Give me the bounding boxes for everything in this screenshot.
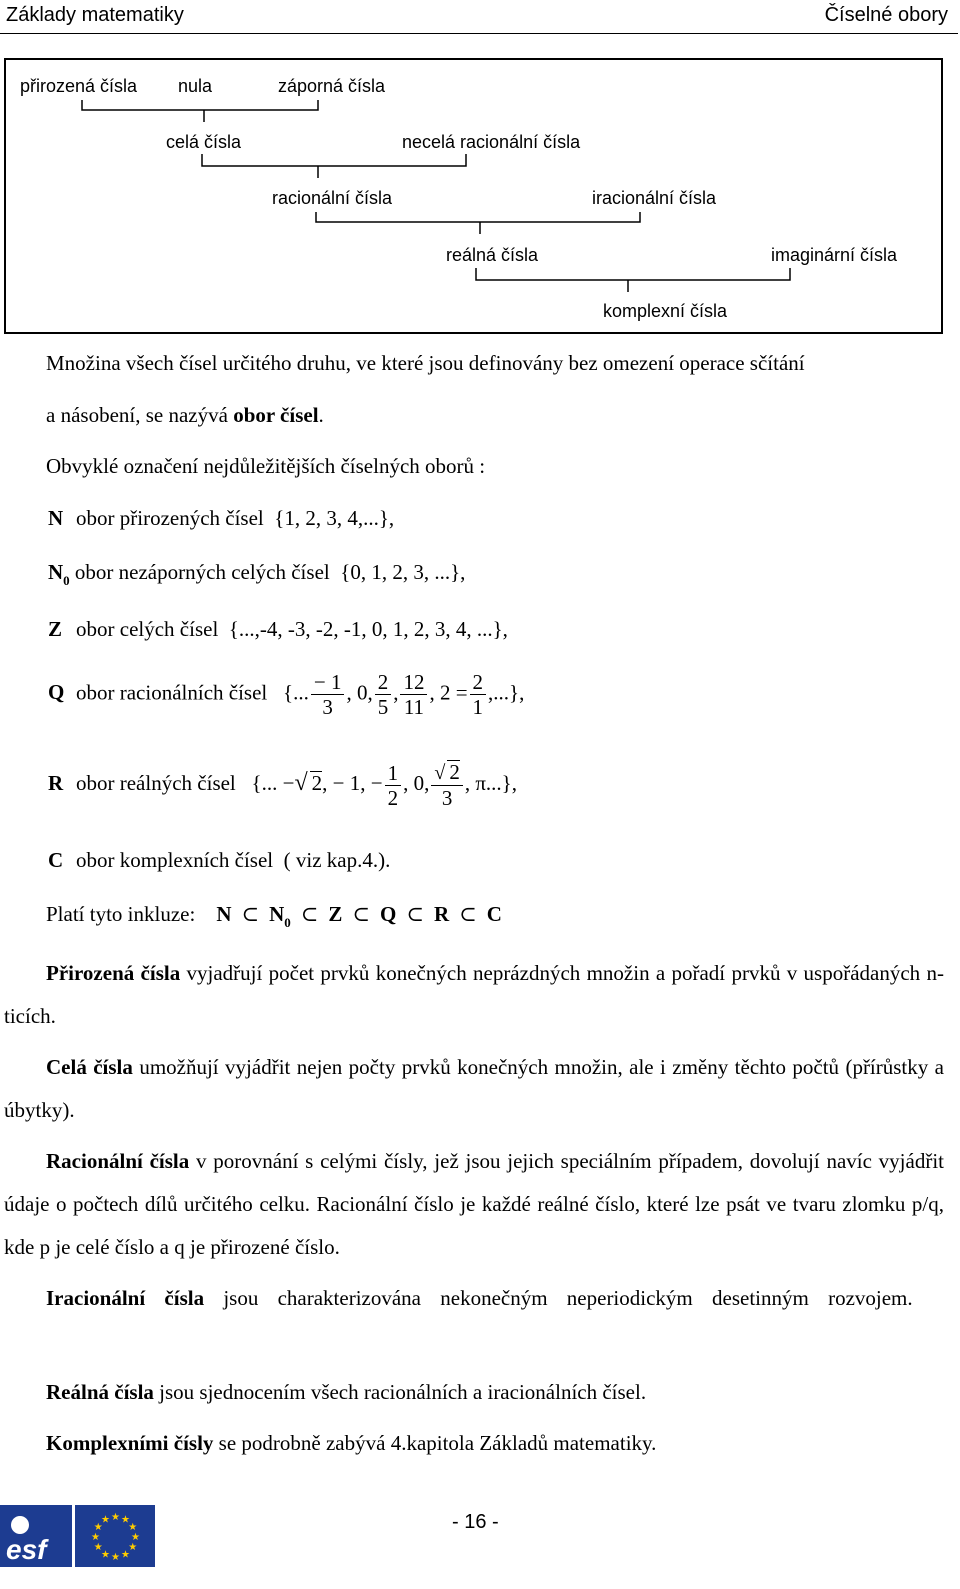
paragraph-complex-numbers: Komplexními čísly se podrobně zabývá 4.kapitola Základů matematiky. [46, 1431, 657, 1455]
eu-star: ★ [111, 1512, 120, 1523]
fraction-12-11: $\frac{12}{11}$ [400, 670, 427, 719]
label-natural-numbers: přirozená čísla [20, 76, 138, 96]
label-irrational-numbers: iracionální čísla [592, 188, 717, 208]
paragraph-integers: Celá čísla umožňují vyjádřit nejen počty prvků konečných množin, ale i změny těchto počtů (přírůstky a úbytky). [4, 1055, 944, 1122]
set-row-R: R obor reálných čísel {... −√ 2, − 1, − $\frac{1}{2}$ , 0, $\frac{√ 2}{3}$ , π...}, [48, 760, 517, 810]
eu-star: ★ [93, 1542, 103, 1553]
eu-star: ★ [91, 1532, 100, 1543]
eu-star: ★ [121, 1549, 130, 1561]
esf-logo [0, 1505, 72, 1567]
label-rational-numbers: racionální čísla [272, 188, 393, 208]
bracket-real [316, 212, 640, 222]
label-imaginary-numbers: imaginární čísla [771, 245, 898, 265]
paragraph-natural-numbers: Přirozená čísla vyjadřují počet prvků konečných neprázdných množin a pořadí prvků v uspořádaných n-ticích. [4, 961, 944, 1028]
eu-star: ★ [128, 1542, 138, 1553]
eu-star: ★ [111, 1552, 120, 1563]
sqrt-sign: √ [294, 769, 308, 796]
bracket-complex [476, 268, 790, 280]
paragraph-rational-numbers: Racionální čísla v porovnání s celými čísly, jež jsou jejich speciálním případem, dovolují navíc vyjádřit údaje o počtech dílů určitého celku. Racionální číslo je každé reálné číslo, které lze psát ve tvaru zlomku p/q, kde p je celé číslo a q je přirozené číslo. [4, 1149, 944, 1259]
eu-star: ★ [131, 1532, 140, 1543]
label-complex-numbers: komplexní čísla [603, 301, 728, 321]
eu-star: ★ [121, 1514, 130, 1526]
paragraph-real-numbers: Reálná čísla jsou sjednocením všech racionálních a iracionálních čísel. [46, 1380, 647, 1404]
number-sets-diagram [4, 58, 943, 334]
set-row-Z: Z obor celých čísel {...,-4, -3, -2, -1, 0, 1, 2, 3, 4, ...}, [48, 617, 508, 641]
set-row-N: N obor přirozených čísel {1, 2, 3, 4,...}, [48, 506, 395, 530]
notation-intro: Obvyklé označení nejdůležitějších číselných oborů : [46, 454, 486, 478]
set-row-C: C obor komplexních čísel ( viz kap.4.). [48, 848, 391, 872]
inclusion-line: Platí tyto inkluze: N ⊂ $N_0$ ⊂ Z ⊂ Q ⊂ R ⊂ C [46, 902, 502, 930]
eu-star: ★ [93, 1522, 103, 1533]
eu-star: ★ [128, 1522, 138, 1533]
paragraph-irrational-numbers: Iracionální čísla jsou charakterizována nekonečným neperiodickým desetinným rozvojem. [46, 1286, 913, 1310]
label-negative-numbers: záporná čísla [278, 76, 386, 96]
fraction-sqrt2-3: $\frac{√ 2}{3}$ [431, 760, 462, 810]
running-header-right: Číselné obory [824, 4, 948, 26]
definition-line-2: a násobení, se nazývá obor čísel. [46, 403, 324, 427]
term-number-domain: obor čísel [233, 403, 319, 427]
fraction-2-1: $\frac{2}{1}$ [470, 670, 487, 719]
eu-star: ★ [101, 1514, 110, 1526]
esf-logo-text: esf [6, 1534, 47, 1565]
header-rule [0, 33, 958, 34]
bracket-rational [202, 154, 466, 166]
label-non-integer-rationals: necelá racionální čísla [402, 132, 581, 152]
page-number: - 16 - [452, 1511, 499, 1533]
eu-flag-icon [75, 1505, 155, 1567]
bracket-integers [82, 100, 318, 110]
label-integers: celá čísla [166, 132, 242, 152]
label-zero: nula [178, 76, 213, 96]
diagram-brackets [6, 60, 945, 336]
fraction-2-5: $\frac{2}{5}$ [375, 670, 392, 719]
fraction-1-2: $\frac{1}{2}$ [385, 761, 402, 810]
eu-star: ★ [101, 1549, 110, 1561]
set-row-Q: Q obor racionálních čísel {... $\frac{- 1}{3}$ , 0, $\frac{2}{5}$ , $\frac{12}{11}$ , 2 = $\frac{2}{1}$ ,...}, [48, 670, 525, 719]
set-row-N0: $N_0$ obor nezáporných celých čísel {0, 1, 2, 3, ...}, [48, 560, 466, 588]
fraction-minus-1-3: $\frac{- 1}{3}$ [311, 670, 345, 719]
definition-line-1: Množina všech čísel určitého druhu, ve které jsou definovány bez omezení operace sčítání [46, 351, 805, 375]
running-header-left: Základy matematiky [6, 4, 184, 26]
label-real-numbers: reálná čísla [446, 245, 539, 265]
